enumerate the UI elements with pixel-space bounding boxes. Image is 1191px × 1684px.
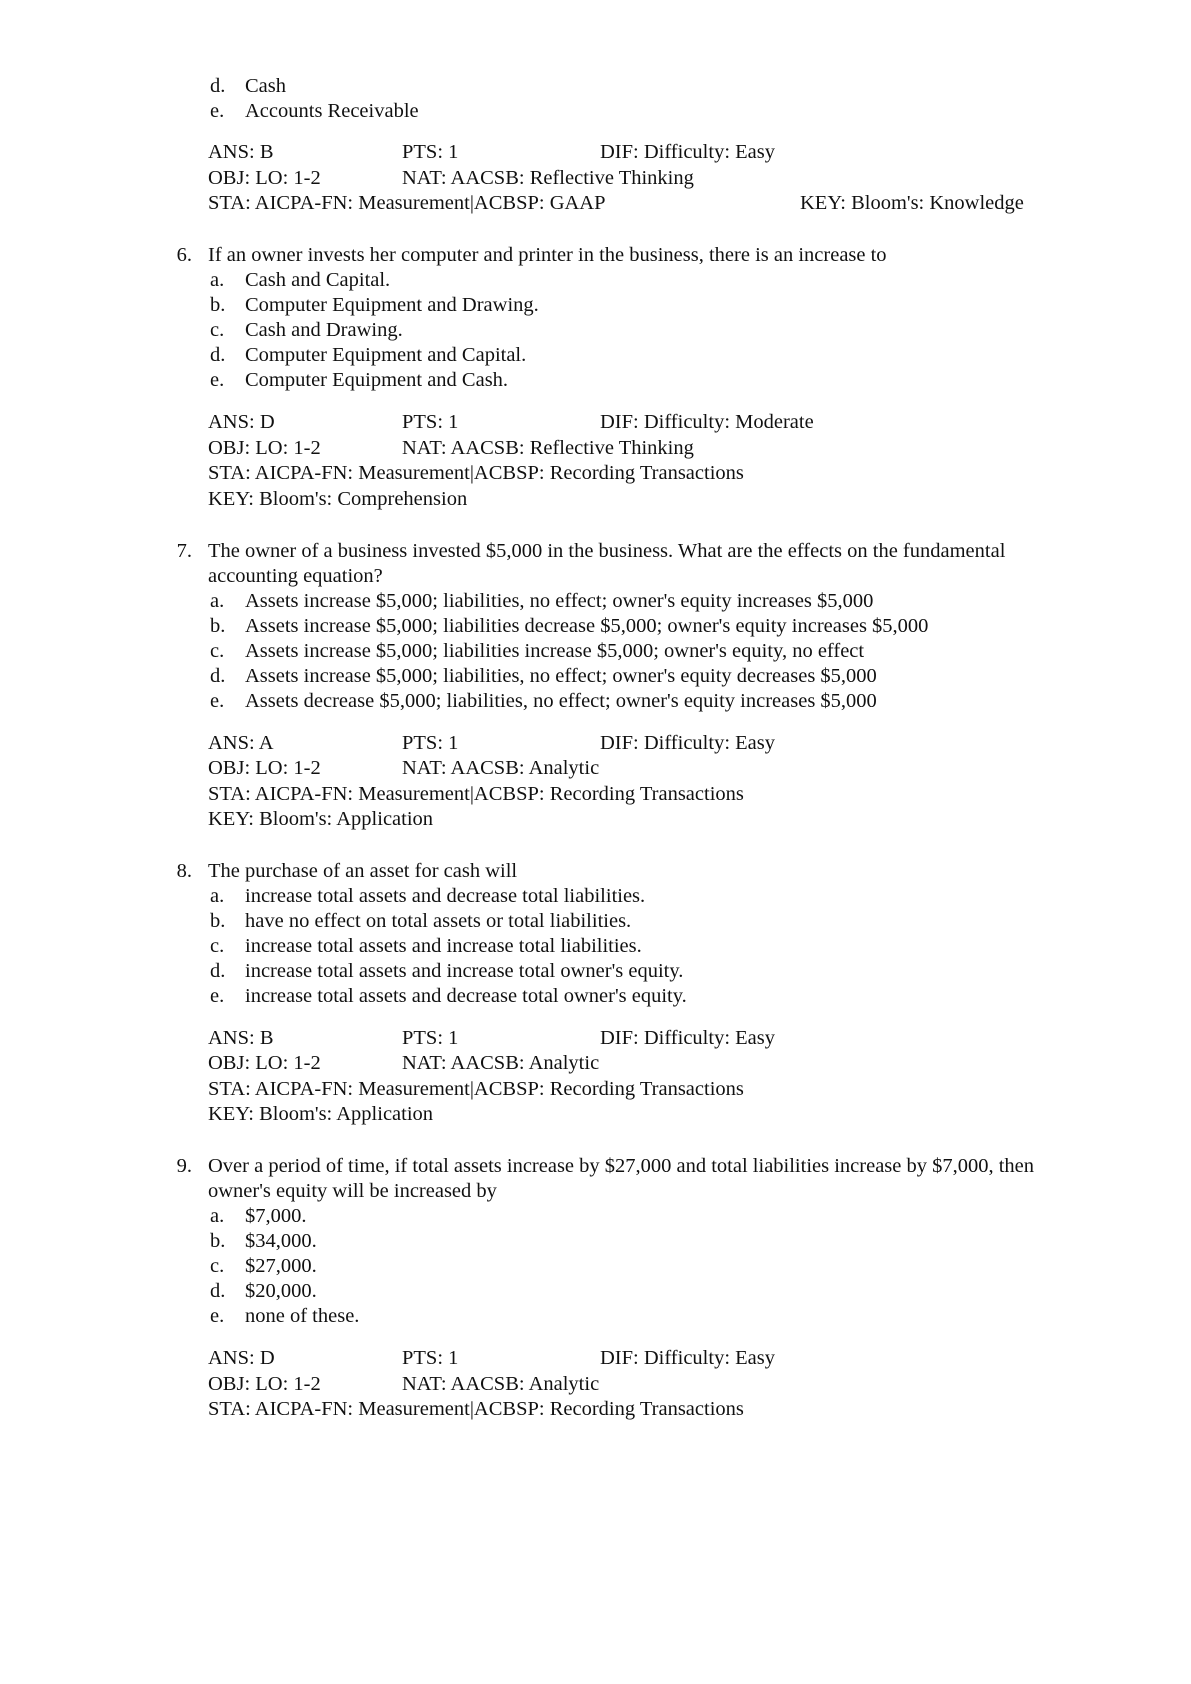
option-text: Cash — [245, 75, 286, 97]
key-label: KEY: Bloom's: Comprehension — [208, 488, 468, 510]
national-standard-label: NAT: AACSB: Reflective Thinking — [402, 437, 694, 459]
question-number: 6. — [176, 244, 192, 266]
question-stem-line-1: The owner of a business invested $5,000 in the business. What are the effects on the fundamental — [208, 540, 1006, 562]
option-e — [210, 689, 1010, 714]
option-letter: a. — [210, 269, 225, 291]
option-text: increase total assets and decrease total owner's equity. — [245, 985, 687, 1007]
option-b — [210, 614, 1010, 639]
option-text: Assets increase $5,000; liabilities increase $5,000; owner's equity, no effect — [245, 640, 865, 662]
answer-label: ANS: D — [208, 411, 275, 433]
difficulty-label: DIF: Difficulty: Easy — [600, 732, 775, 754]
option-text: increase total assets and increase total liabilities. — [245, 935, 642, 957]
option-letter: d. — [210, 344, 226, 366]
question-stem-line-1: Over a period of time, if total assets increase by $27,000 and total liabilities increase by $7,000, then — [208, 1155, 1035, 1177]
option-e — [210, 1304, 610, 1329]
option-letter: d. — [210, 960, 226, 982]
option-d — [210, 74, 710, 99]
option-letter: d. — [210, 1280, 226, 1302]
option-letter: b. — [210, 615, 226, 637]
option-text: increase total assets and increase total owner's equity. — [245, 960, 684, 982]
option-text: $20,000. — [245, 1280, 317, 1302]
key-label: KEY: Bloom's: Application — [208, 1103, 434, 1125]
option-letter: b. — [210, 1230, 226, 1252]
option-d — [210, 1279, 610, 1304]
national-standard-label: NAT: AACSB: Analytic — [402, 757, 600, 779]
option-text: Cash and Drawing. — [245, 319, 403, 341]
option-letter: e. — [210, 690, 225, 712]
option-e — [210, 99, 710, 124]
option-text: Assets decrease $5,000; liabilities, no effect; owner's equity increases $5,000 — [245, 690, 877, 712]
difficulty-label: DIF: Difficulty: Easy — [600, 141, 775, 163]
option-d — [210, 343, 810, 368]
answer-label: ANS: B — [208, 141, 274, 163]
option-letter: e. — [210, 985, 225, 1007]
points-label: PTS: 1 — [402, 1347, 459, 1369]
question-stem: The purchase of an asset for cash will — [208, 860, 518, 882]
option-text: have no effect on total assets or total liabilities. — [245, 910, 632, 932]
option-text: Computer Equipment and Capital. — [245, 344, 527, 366]
key-label: KEY: Bloom's: Application — [208, 808, 434, 830]
question-number: 7. — [176, 540, 192, 562]
state-standard-label: STA: AICPA-FN: Measurement|ACBSP: Recording Transactions — [208, 1078, 744, 1100]
question-number: 9. — [176, 1155, 192, 1177]
question-stem-line-2: owner's equity will be increased by — [208, 1180, 497, 1202]
state-standard-label: STA: AICPA-FN: Measurement|ACBSP: GAAP — [208, 192, 606, 214]
difficulty-label: DIF: Difficulty: Moderate — [600, 411, 814, 433]
option-text: $34,000. — [245, 1230, 317, 1252]
option-text: Assets increase $5,000; liabilities, no effect; owner's equity decreases $5,000 — [245, 665, 877, 687]
option-text: Computer Equipment and Cash. — [245, 369, 509, 391]
option-letter: d. — [210, 665, 226, 687]
option-letter: d. — [210, 75, 226, 97]
option-letter: c. — [210, 935, 225, 957]
option-b — [210, 1229, 610, 1254]
option-text: $27,000. — [245, 1255, 317, 1277]
option-text: Cash and Capital. — [245, 269, 391, 291]
option-d — [210, 959, 910, 984]
question-stem-line-2: accounting equation? — [208, 565, 383, 587]
objective-label: OBJ: LO: 1-2 — [208, 1052, 321, 1074]
option-a — [210, 884, 910, 909]
points-label: PTS: 1 — [402, 411, 459, 433]
option-text: $7,000. — [245, 1205, 307, 1227]
option-letter: a. — [210, 885, 225, 907]
option-text: Assets increase $5,000; liabilities decrease $5,000; owner's equity increases $5,000 — [245, 615, 929, 637]
option-e — [210, 368, 810, 393]
key-label: KEY: Bloom's: Knowledge — [800, 192, 1024, 214]
option-letter: a. — [210, 1205, 225, 1227]
option-text: Computer Equipment and Drawing. — [245, 294, 539, 316]
option-a — [210, 268, 810, 293]
option-letter: a. — [210, 590, 225, 612]
question-stem: If an owner invests her computer and printer in the business, there is an increase to — [208, 244, 887, 266]
option-letter: e. — [210, 369, 225, 391]
option-letter: b. — [210, 294, 226, 316]
points-label: PTS: 1 — [402, 1027, 459, 1049]
option-b — [210, 293, 810, 318]
option-letter: e. — [210, 100, 225, 122]
option-b — [210, 909, 910, 934]
option-letter: c. — [210, 1255, 225, 1277]
points-label: PTS: 1 — [402, 141, 459, 163]
state-standard-label: STA: AICPA-FN: Measurement|ACBSP: Recording Transactions — [208, 462, 744, 484]
national-standard-label: NAT: AACSB: Reflective Thinking — [402, 167, 694, 189]
option-a — [210, 1204, 610, 1229]
answer-label: ANS: A — [208, 732, 274, 754]
option-letter: c. — [210, 319, 225, 341]
option-c — [210, 934, 910, 959]
option-letter: b. — [210, 910, 226, 932]
option-a — [210, 589, 1010, 614]
option-text: Accounts Receivable — [245, 100, 419, 122]
option-d — [210, 664, 1010, 689]
option-text: Assets increase $5,000; liabilities, no effect; owner's equity increases $5,000 — [245, 590, 874, 612]
state-standard-label: STA: AICPA-FN: Measurement|ACBSP: Recording Transactions — [208, 1398, 744, 1420]
objective-label: OBJ: LO: 1-2 — [208, 1373, 321, 1395]
answer-label: ANS: D — [208, 1347, 275, 1369]
state-standard-label: STA: AICPA-FN: Measurement|ACBSP: Recording Transactions — [208, 783, 744, 805]
option-e — [210, 984, 910, 1009]
objective-label: OBJ: LO: 1-2 — [208, 167, 321, 189]
option-letter: c. — [210, 640, 225, 662]
answer-label: ANS: B — [208, 1027, 274, 1049]
option-c — [210, 639, 1010, 664]
option-c — [210, 318, 810, 343]
objective-label: OBJ: LO: 1-2 — [208, 757, 321, 779]
national-standard-label: NAT: AACSB: Analytic — [402, 1373, 600, 1395]
difficulty-label: DIF: Difficulty: Easy — [600, 1347, 775, 1369]
question-number: 8. — [176, 860, 192, 882]
option-letter: e. — [210, 1305, 225, 1327]
option-text: increase total assets and decrease total liabilities. — [245, 885, 646, 907]
difficulty-label: DIF: Difficulty: Easy — [600, 1027, 775, 1049]
option-c — [210, 1254, 610, 1279]
objective-label: OBJ: LO: 1-2 — [208, 437, 321, 459]
option-text: none of these. — [245, 1305, 360, 1327]
points-label: PTS: 1 — [402, 732, 459, 754]
national-standard-label: NAT: AACSB: Analytic — [402, 1052, 600, 1074]
